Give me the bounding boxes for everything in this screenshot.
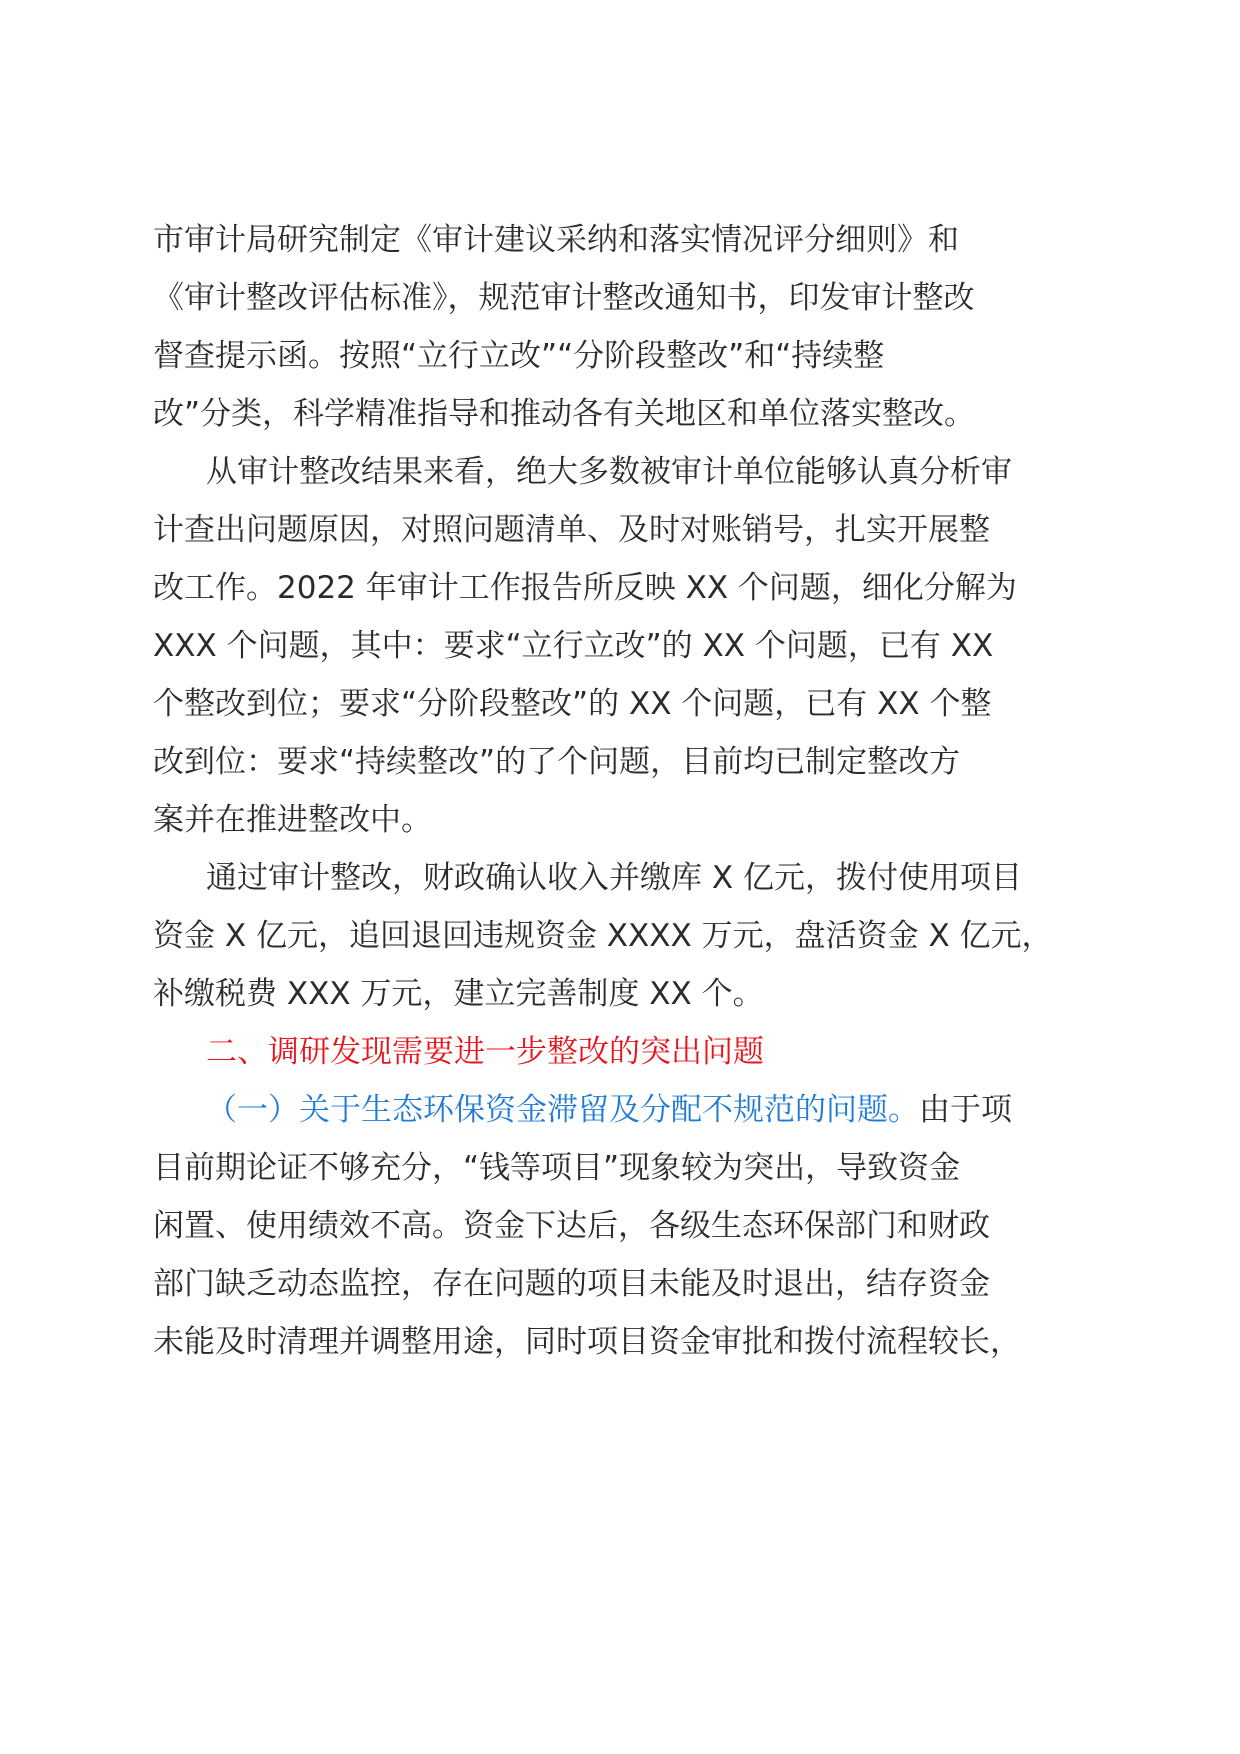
text-line-20: 未能及时清理并调整用途，同时项目资金审批和拨付流程较长， bbox=[153, 1324, 1021, 1360]
text-line-6: 计查出问题原因，对照问题清单、及时对账销号，扎实开展整 bbox=[153, 512, 990, 548]
text-line-7: 改工作。2022 年审计工作报告所反映 XX 个问题，细化分解为 bbox=[153, 570, 1017, 606]
text-line-18: 闲置、使用绩效不高。资金下达后，各级生态环保部门和财政 bbox=[153, 1208, 990, 1244]
text-line-14: 补缴税费 XXX 万元，建立完善制度 XX 个。 bbox=[153, 976, 764, 1012]
text-line-4: 改”分类，科学精准指导和推动各有关地区和单位落实整改。 bbox=[153, 396, 976, 432]
text-line-10: 改到位：要求“持续整改”的了个问题，目前均已制定整改方 bbox=[153, 744, 961, 780]
text-line-3: 督查提示函。按照“立行立改”“分阶段整改”和“持续整 bbox=[153, 338, 885, 374]
text-line-9: 个整改到位；要求“分阶段整改”的 XX 个问题，已有 XX 个整 bbox=[153, 686, 992, 722]
text-line-11: 案并在推进整改中。 bbox=[153, 802, 432, 838]
subsection-continuation: 由于项 bbox=[919, 1092, 1012, 1128]
text-line-17: 目前期论证不够充分，“钱等项目”现象较为突出，导致资金 bbox=[153, 1150, 961, 1186]
text-line-13: 资金 X 亿元，追回退回违规资金 XXXX 万元，盘活资金 X 亿元， bbox=[153, 918, 1053, 954]
text-line-2: 《审计整改评估标准》，规范审计整改通知书，印发审计整改 bbox=[153, 280, 975, 316]
text-line-5: 从审计整改结果来看，绝大多数被审计单位能够认真分析审 bbox=[206, 454, 1012, 490]
section-heading-red: 二、调研发现需要进一步整改的突出问题 bbox=[206, 1034, 764, 1070]
text-line-12: 通过审计整改，财政确认收入并缴库 X 亿元，拨付使用项目 bbox=[206, 860, 1022, 896]
subsection-heading-blue: （一）关于生态环保资金滞留及分配不规范的问题。 bbox=[206, 1092, 919, 1128]
text-line-19: 部门缺乏动态监控，存在问题的项目未能及时退出，结存资金 bbox=[153, 1266, 990, 1302]
subsection-line bbox=[206, 1088, 1012, 1132]
text-line-1: 市审计局研究制定《审计建议采纳和落实情况评分细则》和 bbox=[153, 222, 959, 258]
text-line-8: XXX 个问题，其中：要求“立行立改”的 XX 个问题，已有 XX bbox=[153, 628, 994, 664]
